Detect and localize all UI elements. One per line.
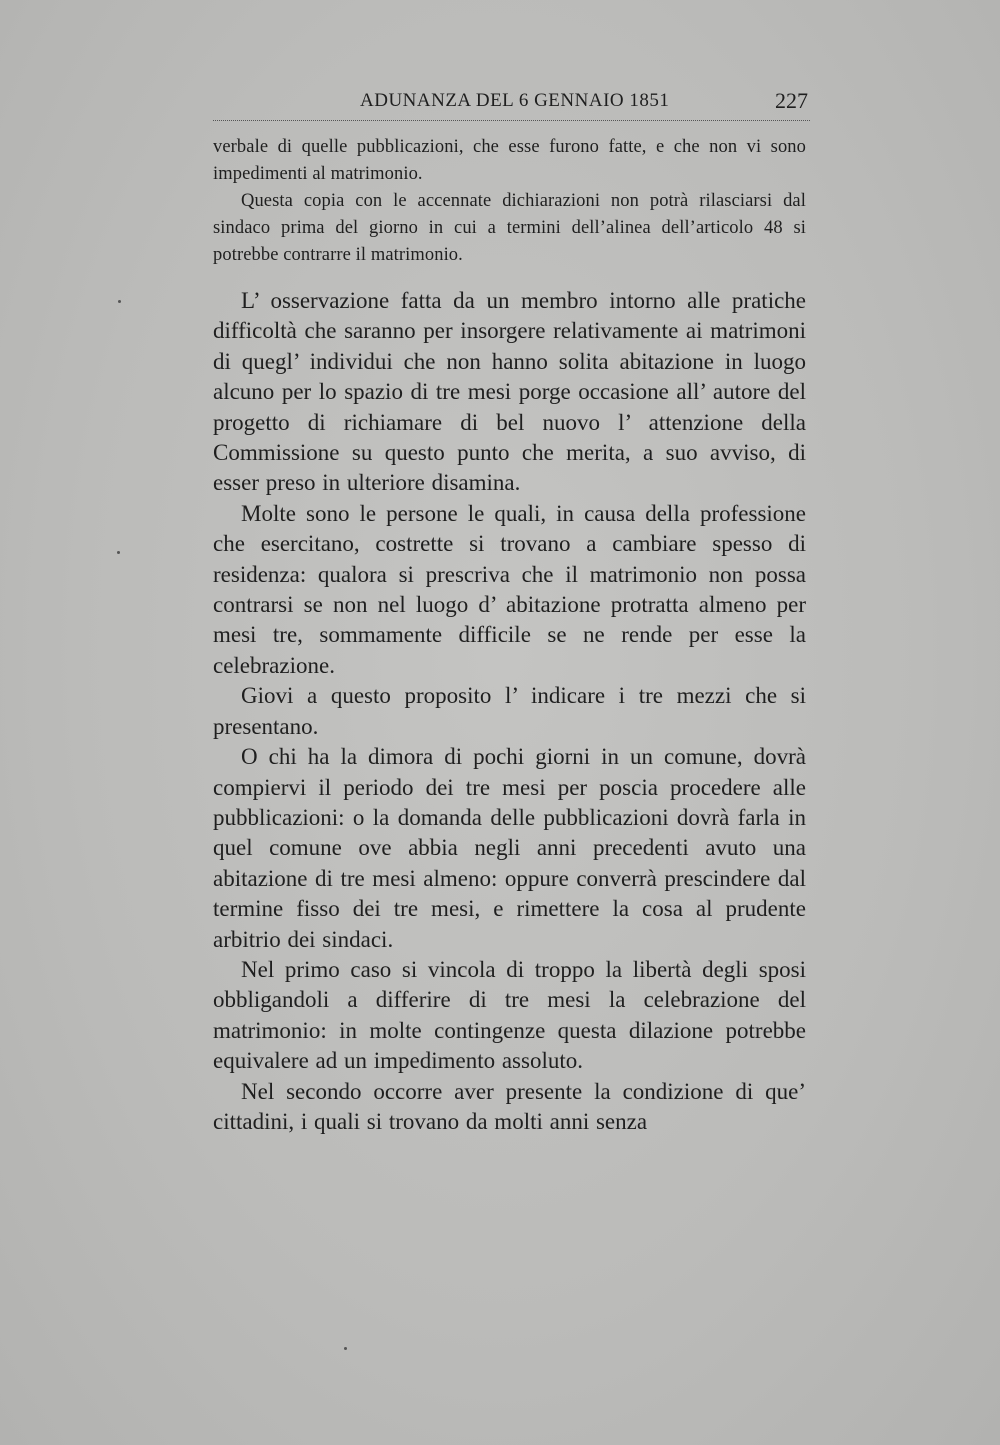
paper-speck xyxy=(117,551,120,554)
body-paragraph: Giovi a questo proposito l’ indicare i tre mezzi che si presentano. xyxy=(213,683,806,739)
page-number: 227 xyxy=(775,88,808,113)
body-paragraph: Molte sono le persone le quali, in causa della professione che esercitano, costrette si trovano a cambiare spesso di residenza: qualora si prescriva che il matrimonio non possa contrarsi se non nel luogo d’ abitazione protratta almeno per mesi tre, sommamente difficile se ne rende per esse la celebrazione. xyxy=(213,500,806,678)
body-paragraph: L’ osservazione fatta da un membro intorno alle pratiche difficoltà che saranno per insorgere relativamente ai matrimoni di quegl’ individui che non hanno solita abitazione in luogo alcuno per lo spazio di tre mesi porge occasione all’ autore del progetto di richiamare di bel nuovo l’ attenzione della Commissione su questo punto che merita, a suo avviso, di esser preso in ulteriore disamina. xyxy=(213,288,806,496)
body-paragraph: Nel secondo occorre aver presente la condizione di que’ cittadini, i quali si trovano da molti anni senza xyxy=(213,1078,806,1134)
body-text xyxy=(213,286,806,1137)
running-title: ADUNANZA DEL 6 GENNAIO 1851 xyxy=(360,90,670,111)
paper-speck xyxy=(118,300,121,303)
body-paragraph: Nel primo caso si vincola di troppo la libertà degli sposi obbligandoli a differire di tre mesi la celebrazione del matrimonio: in molte contingenze questa dilazione potrebbe equivalere ad un impedimento assoluto. xyxy=(213,956,806,1074)
page-header xyxy=(213,86,810,121)
body-paragraph: O chi ha la dimora di pochi giorni in un comune, dovrà compiervi il periodo dei tre mesi per poscia procedere alle pubblicazioni: o la domanda delle pubblicazioni dovrà farla in quel comune ove abbia negli anni precedenti avuto una abitazione di tre mesi almeno: oppure converrà prescindere dal termine fisso dei tre mesi, e rimettere la cosa al prudente arbitrio dei sindaci. xyxy=(213,744,806,952)
quoted-article-text xyxy=(213,134,806,269)
paper-speck xyxy=(344,1347,347,1350)
quoted-paragraph: verbale di quelle pubblicazioni, che esse furono fatte, e che non vi sono impedimenti al matrimonio. xyxy=(213,137,806,184)
quoted-paragraph: Questa copia con le accennate dichiarazioni non potrà rilasciarsi dal sindaco prima del giorno in cui a termini dell’alinea dell’articolo 48 si potrebbe contrarre il matrimonio. xyxy=(213,191,806,265)
